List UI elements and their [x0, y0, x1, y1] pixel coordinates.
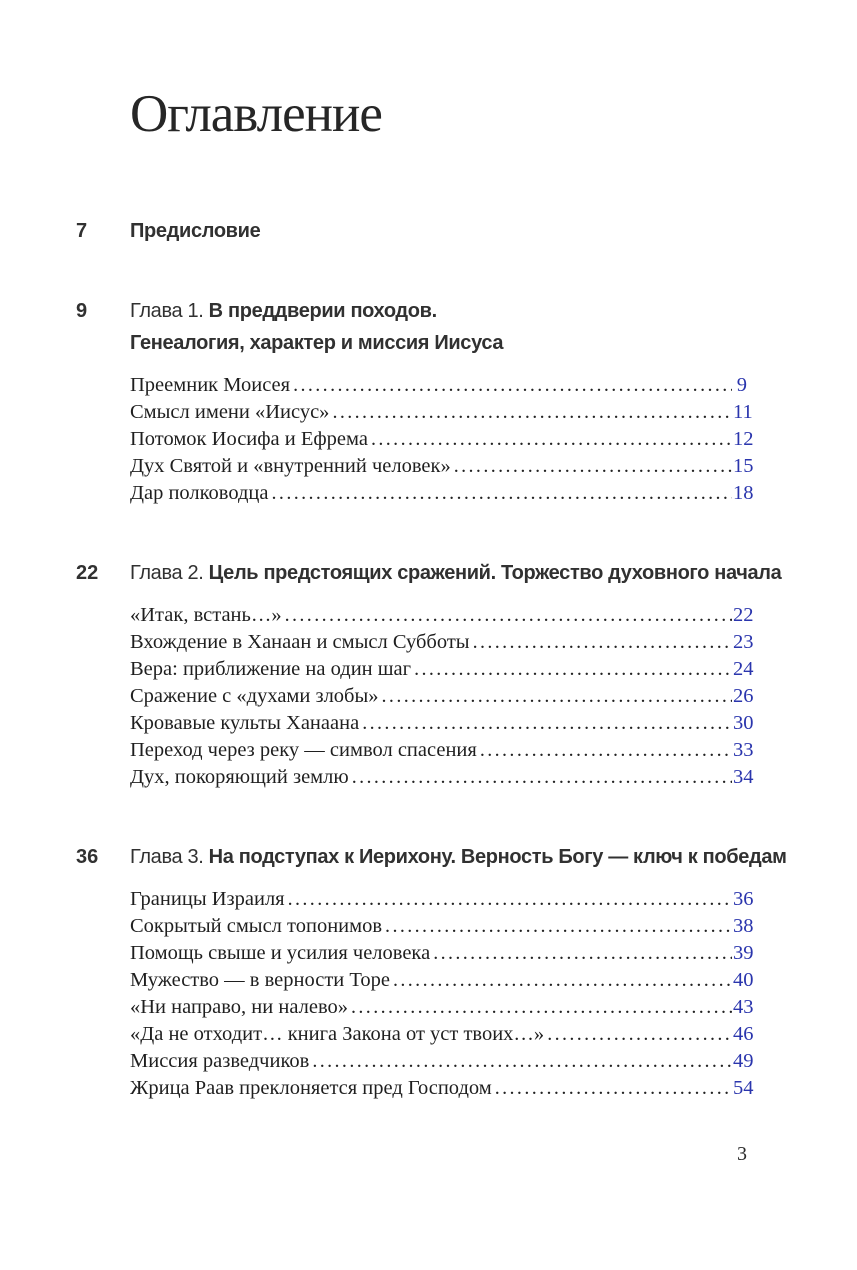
toc-entry-page-number: 36 — [733, 888, 754, 910]
toc-section — [76, 841, 787, 1102]
chapter-title-text: На подступах к Иерихону. Верность Богу — ключ к победам — [208, 846, 787, 868]
toc-entry — [130, 940, 754, 967]
dot-leader — [495, 1075, 732, 1102]
toc-entry-page-number: 34 — [733, 766, 754, 788]
dot-leader — [385, 913, 732, 940]
chapter-label-prefix: Глава 2. — [130, 562, 209, 584]
toc-entry-title: Потомок Иосифа и Ефрема — [130, 428, 368, 450]
toc-entry-page-number: 9 — [736, 374, 747, 396]
toc-entry-title: «Итак, встань…» — [130, 604, 282, 626]
toc-entry-title: Жрица Раав преклоняется пред Господом — [130, 1077, 492, 1099]
toc-entry-title: Помощь свыше и усилия человека — [130, 942, 431, 964]
toc-entry — [130, 372, 747, 399]
toc-entry — [130, 737, 754, 764]
section-heading — [76, 295, 747, 359]
toc-entry-page-number: 15 — [733, 455, 754, 477]
chapter-title-text: Генеалогия, характер и миссия Иисуса — [130, 332, 504, 354]
toc-entry-page-number: 12 — [733, 428, 754, 450]
toc-entry-page-number: 43 — [733, 996, 754, 1018]
toc-entry-title: Мужество — в верности Торе — [130, 969, 390, 991]
dot-leader — [382, 683, 732, 710]
toc-entry — [130, 913, 754, 940]
section-title — [130, 295, 747, 359]
section-title — [130, 841, 787, 873]
dot-leader — [433, 940, 732, 967]
chapter-title-text: Цель предстоящих сражений. Торжество духовного начала — [208, 562, 782, 584]
dot-leader — [332, 399, 732, 426]
toc-entry-page-number: 23 — [733, 631, 754, 653]
dot-leader — [473, 629, 732, 656]
section-heading — [76, 215, 747, 247]
toc-entry-title: «Ни направо, ни налево» — [130, 996, 348, 1018]
toc-section — [76, 557, 782, 791]
toc-entry — [130, 1021, 754, 1048]
chapter-label-prefix: Глава 3. — [130, 846, 209, 868]
section-heading — [76, 841, 787, 873]
toc-entry-title: Смысл имени «Иисус» — [130, 401, 330, 423]
toc-entry — [130, 399, 753, 426]
toc-entry-page-number: 39 — [733, 942, 754, 964]
toc-entry-title: Переход через реку — символ спасения — [130, 739, 477, 761]
toc-entry-title: Сражение с «духами злобы» — [130, 685, 379, 707]
dot-leader — [293, 372, 732, 399]
toc-entry-page-number: 30 — [733, 712, 754, 734]
dot-leader — [547, 1021, 732, 1048]
toc-sections — [76, 215, 787, 1102]
toc-entry — [130, 994, 754, 1021]
toc-entry — [130, 710, 754, 737]
toc-entry — [130, 656, 754, 683]
dot-leader — [371, 426, 732, 453]
toc-entry — [130, 886, 754, 913]
toc-entry-page-number: 40 — [733, 969, 754, 991]
page-title: Оглавление — [130, 85, 382, 143]
dot-leader — [272, 480, 732, 507]
chapter-label-prefix: Глава 1. — [130, 300, 209, 322]
dot-leader — [285, 602, 732, 629]
section-start-page: 9 — [76, 300, 88, 322]
toc-entry-page-number: 11 — [733, 401, 753, 423]
toc-entry-title: Дар полководца — [130, 482, 269, 504]
toc-entry-title: Вхождение в Ханаан и смысл Субботы — [130, 631, 470, 653]
dot-leader — [454, 453, 732, 480]
section-title — [130, 215, 747, 247]
section-start-page: 22 — [76, 562, 99, 584]
toc-entry-page-number: 18 — [733, 482, 754, 504]
section-title — [130, 557, 782, 589]
toc-entry-page-number: 22 — [733, 604, 754, 626]
toc-entry — [130, 967, 754, 994]
section-start-page: 36 — [76, 846, 99, 868]
dot-leader — [352, 764, 732, 791]
folio-page-number: 3 — [737, 1143, 747, 1165]
toc-entry — [130, 1048, 754, 1075]
toc-entry — [130, 480, 754, 507]
toc-entry-page-number: 26 — [733, 685, 754, 707]
toc-entry-title: Вера: приближение на один шаг — [130, 658, 412, 680]
toc-entry-title: Дух Святой и «внутренний человек» — [130, 455, 451, 477]
toc-entry-title: Границы Израиля — [130, 888, 285, 910]
toc-entry-title: Преемник Моисея — [130, 374, 291, 396]
toc-entry-title: Дух, покоряющий землю — [130, 766, 349, 788]
chapter-title-text: В преддверии походов. — [208, 300, 437, 322]
chapter-title-text: Предисловие — [130, 220, 261, 242]
toc-entry — [130, 426, 754, 453]
section-heading — [76, 557, 782, 589]
dot-leader — [312, 1048, 732, 1075]
section-items — [130, 886, 754, 1102]
section-items — [130, 372, 754, 507]
toc-entry — [130, 453, 754, 480]
toc-entry — [130, 629, 754, 656]
toc-entry-page-number: 49 — [733, 1050, 754, 1072]
toc-entry — [130, 764, 754, 791]
toc-entry-page-number: 46 — [733, 1023, 754, 1045]
toc-entry — [130, 683, 754, 710]
dot-leader — [414, 656, 732, 683]
toc-entry-title: Кровавые культы Ханаана — [130, 712, 360, 734]
dot-leader — [480, 737, 732, 764]
toc-section — [76, 215, 747, 247]
toc-section — [76, 295, 754, 507]
toc-entry-page-number: 24 — [733, 658, 754, 680]
dot-leader — [288, 886, 732, 913]
dot-leader — [351, 994, 732, 1021]
dot-leader — [362, 710, 732, 737]
dot-leader — [393, 967, 732, 994]
section-start-page: 7 — [76, 220, 88, 242]
toc-entry-title: Сокрытый смысл топонимов — [130, 915, 383, 937]
toc-entry-title: «Да не отходит… книга Закона от уст твоих…» — [130, 1023, 545, 1045]
toc-entry-title: Миссия разведчиков — [130, 1050, 310, 1072]
toc-entry-page-number: 33 — [733, 739, 754, 761]
toc-entry-page-number: 38 — [733, 915, 754, 937]
toc-entry-page-number: 54 — [733, 1077, 754, 1099]
toc-entry — [130, 602, 754, 629]
section-items — [130, 602, 754, 791]
toc-entry — [130, 1075, 754, 1102]
